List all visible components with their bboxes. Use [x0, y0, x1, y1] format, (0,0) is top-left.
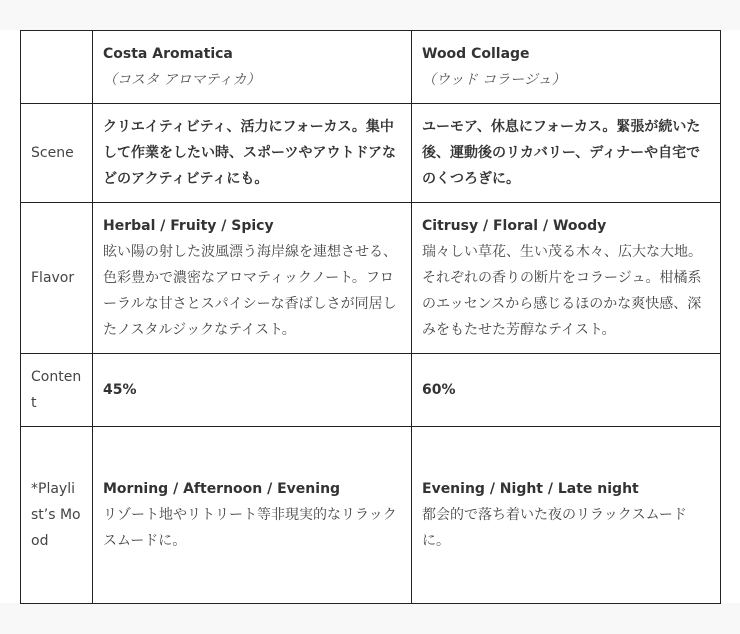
row-label-content: Content	[21, 354, 93, 427]
flavor-title: Herbal / Fruity / Spicy	[103, 218, 274, 234]
scene-row	[21, 104, 721, 203]
flavor-description: 眩い陽の射した波風漂う海岸線を連想させる、色彩豊かで濃密なアロマティックノート。フローラルな甘さとスパイシーな香ばしさが同居したノスタルジックなテイスト。	[103, 244, 397, 338]
header-cell-wood	[412, 31, 721, 104]
row-label-scene: Scene	[21, 104, 93, 203]
mood-description: リゾート地やリトリート等非現実的なリラックスムードに。	[103, 507, 397, 549]
flavor-cell-wood	[412, 203, 721, 354]
header-empty-cell	[21, 31, 93, 104]
flavor-title: Citrusy / Floral / Woody	[422, 218, 607, 234]
header-row	[21, 31, 721, 104]
flavor-cell-costa	[93, 203, 412, 354]
flavor-row	[21, 203, 721, 354]
page	[0, 30, 740, 603]
mood-description: 都会的で落ち着いた夜のリラックスムードに。	[422, 507, 687, 549]
mood-title: Evening / Night / Late night	[422, 481, 639, 497]
mood-title: Morning / Afternoon / Evening	[103, 481, 341, 497]
header-cell-costa	[93, 31, 412, 104]
content-cell-wood: 60%	[412, 354, 721, 427]
product-kana: （コスタ アロマティカ）	[103, 72, 261, 88]
flavor-description: 瑞々しい草花、生い茂る木々、広大な大地。それぞれの香りの断片をコラージュ。柑橘系のエッセンスから感じるほのかな爽快感、深みをもたせた芳醇なテイスト。	[422, 244, 702, 338]
mood-cell-costa	[93, 427, 412, 604]
row-label-mood: *Playlist’s Mood	[21, 427, 93, 604]
content-row	[21, 354, 721, 427]
mood-row	[21, 427, 721, 604]
comparison-table	[20, 30, 721, 604]
product-name: Costa Aromatica	[103, 46, 233, 62]
product-name: Wood Collage	[422, 46, 530, 62]
scene-cell-costa: クリエイティビティ、活力にフォーカス。集中して作業をしたい時、スポーツやアウトドアなどのアクティビティにも。	[93, 104, 412, 203]
product-kana: （ウッド コラージュ）	[422, 72, 566, 88]
scene-cell-wood: ユーモア、休息にフォーカス。緊張が続いた後、運動後のリカバリー、ディナーや自宅でのくつろぎに。	[412, 104, 721, 203]
mood-cell-wood	[412, 427, 721, 604]
content-cell-costa: 45%	[93, 354, 412, 427]
row-label-flavor: Flavor	[21, 203, 93, 354]
